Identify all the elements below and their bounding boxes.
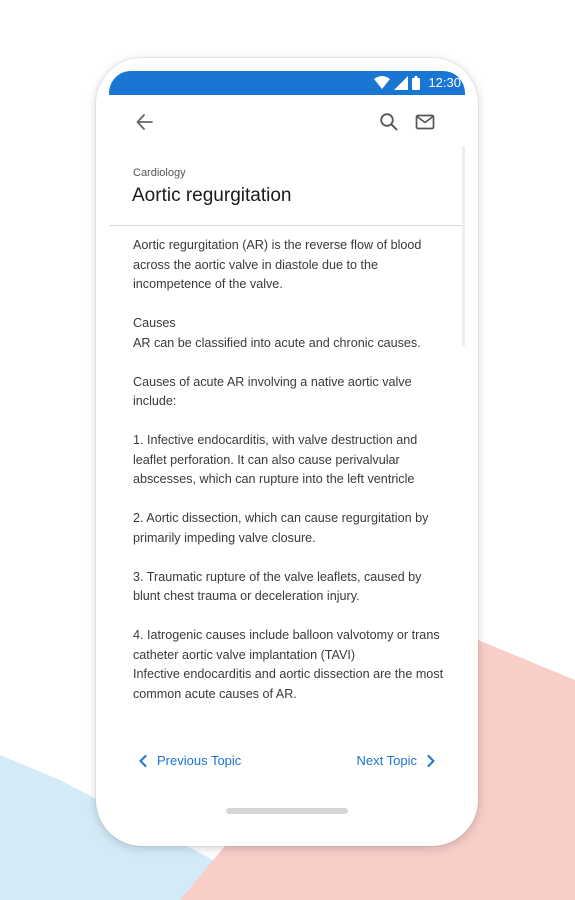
article-paragraph: 2. Aortic dissection, which can cause regurgitation by primarily impeding valve closure. bbox=[133, 511, 429, 545]
home-indicator[interactable] bbox=[226, 808, 348, 814]
chevron-right-icon bbox=[427, 755, 435, 767]
toolbar bbox=[109, 95, 465, 149]
signal-icon bbox=[394, 76, 408, 90]
article-body bbox=[133, 236, 445, 724]
search-icon bbox=[379, 112, 399, 132]
article-paragraph: 3. Traumatic rupture of the valve leaflets, caused by blunt chest trauma or deceleration injury. bbox=[133, 569, 422, 603]
arrow-left-icon bbox=[135, 112, 155, 132]
status-icons bbox=[374, 75, 461, 91]
article-paragraph: 4. Iatrogenic causes include balloon valvotomy or trans catheter aortic valve implantation (TAVI) Infective endocarditis and aortic dissection are the most common acute causes of AR. bbox=[133, 628, 444, 701]
footer-fade bbox=[109, 731, 465, 741]
article-header bbox=[109, 149, 465, 226]
article-paragraph: Causes AR can be classified into acute and chronic causes. bbox=[133, 316, 421, 350]
status-time: 12:30 bbox=[428, 75, 461, 90]
mail-button[interactable] bbox=[409, 106, 441, 138]
previous-topic-label: Previous Topic bbox=[157, 753, 242, 768]
article-category: Cardiology bbox=[133, 167, 186, 179]
topic-navigation bbox=[109, 741, 465, 785]
next-topic-button[interactable] bbox=[357, 753, 435, 768]
scrollbar[interactable] bbox=[462, 146, 465, 346]
status-bar bbox=[109, 71, 465, 95]
article-paragraph: 1. Infective endocarditis, with valve destruction and leaflet perforation. It can also cause perivalvular abscesses, which can rupture into the left ventricle bbox=[133, 433, 418, 486]
app-screen bbox=[109, 71, 465, 833]
article-paragraph: Causes of acute AR involving a native aortic valve include: bbox=[133, 374, 412, 408]
phone-frame bbox=[96, 58, 478, 846]
next-topic-label: Next Topic bbox=[356, 753, 417, 768]
chevron-left-icon bbox=[139, 755, 147, 767]
previous-topic-button[interactable] bbox=[139, 753, 241, 768]
wifi-icon bbox=[374, 76, 390, 90]
search-button[interactable] bbox=[373, 106, 405, 138]
mail-icon bbox=[415, 112, 435, 132]
article-paragraph: Aortic regurgitation (AR) is the reverse flow of blood across the aortic valve in diastole due to the incompetence of the valve. bbox=[133, 238, 422, 291]
article-content[interactable] bbox=[109, 226, 465, 738]
back-button[interactable] bbox=[129, 106, 161, 138]
battery-icon bbox=[412, 76, 420, 90]
article-title: Aortic regurgitation bbox=[132, 185, 292, 206]
